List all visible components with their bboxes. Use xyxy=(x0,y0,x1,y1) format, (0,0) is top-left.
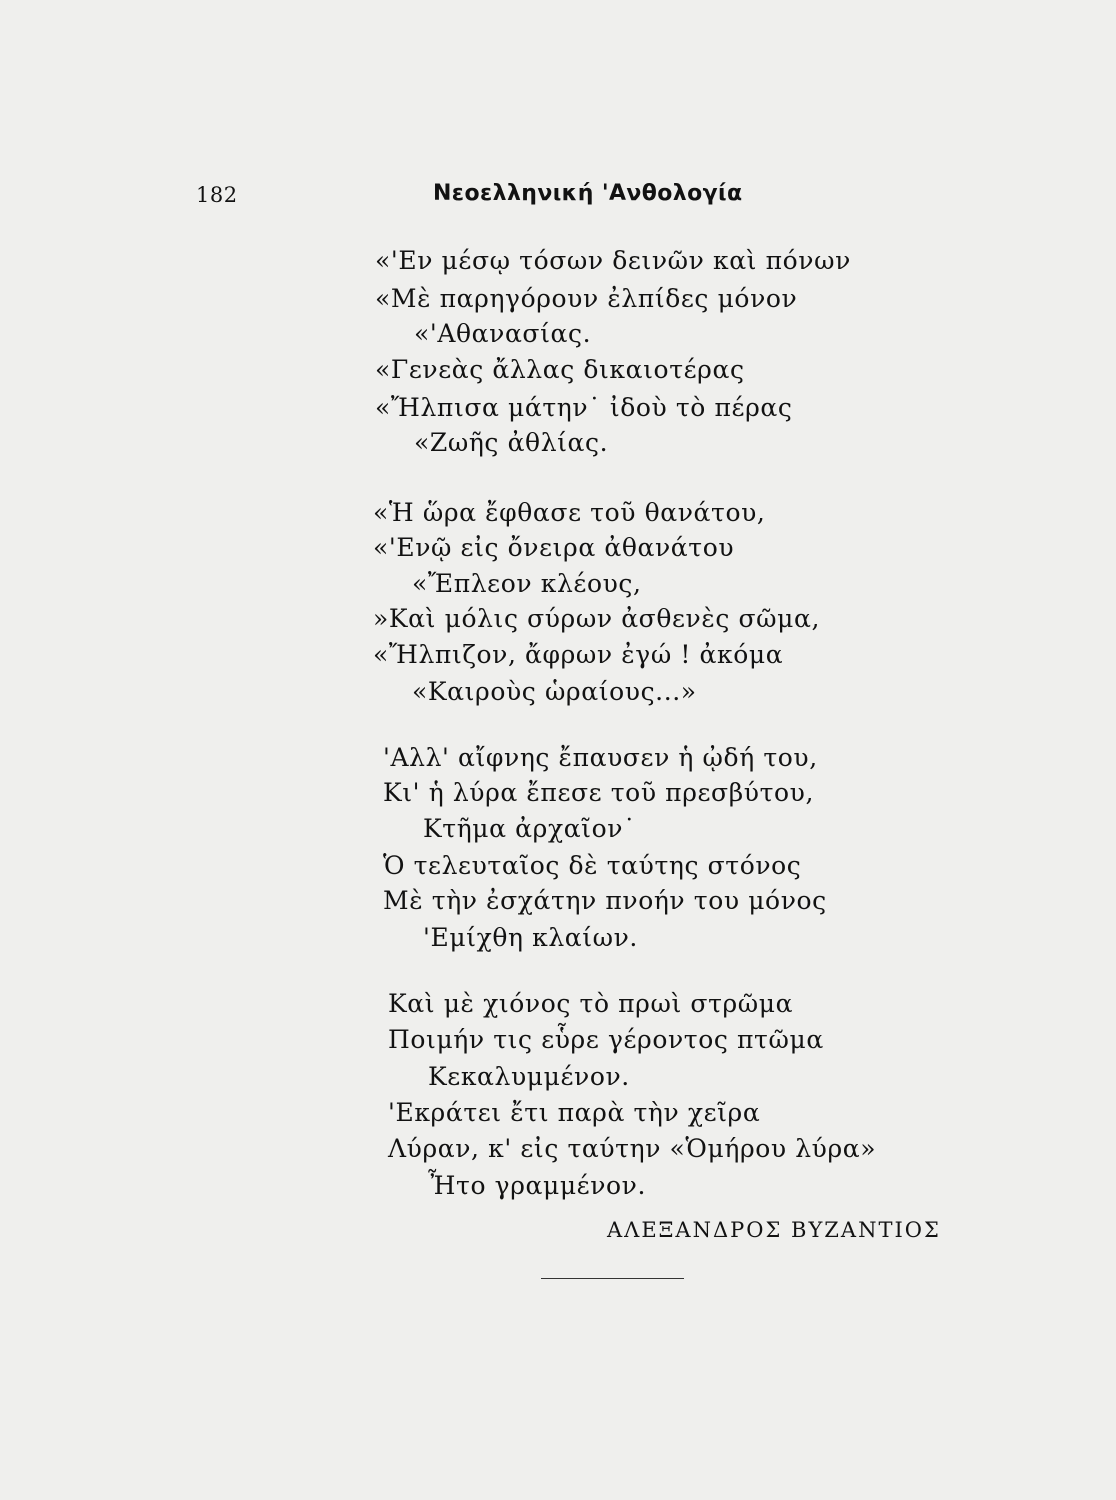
poem-line: Ὁ τελευταῖος δὲ ταύτης στόνος xyxy=(383,851,802,880)
poem-line: «'Αθανασίας. xyxy=(414,319,592,348)
poem-line: «Ἔπλεον κλέους, xyxy=(412,569,642,598)
poem-line: «Ἤλπιζον, ἄφρων ἐγώ ! ἀκόμα xyxy=(373,640,784,669)
poem-line: «'Ενῷ εἰς ὄνειρα ἀθανάτου xyxy=(373,533,735,562)
poem-line: Καὶ μὲ χιόνος τὸ πρωὶ στρῶμα xyxy=(388,989,794,1018)
poem-line: 'Αλλ' αἴφνης ἔπαυσεν ἡ ᾠδή του, xyxy=(383,743,818,772)
poem-line: Κεκαλυμμένον. xyxy=(428,1062,630,1091)
poem-line: Κτῆμα ἀρχαῖον˙ xyxy=(423,814,637,843)
poem-line: «Ζωῆς ἀθλίας. xyxy=(414,428,609,457)
poem-line: Μὲ τὴν ἐσχάτην πνοήν του μόνος xyxy=(383,886,827,915)
poem-line: »Καὶ μόλις σύρων ἀσθενὲς σῶμα, xyxy=(373,604,821,633)
page-number: 182 xyxy=(196,183,238,207)
end-rule xyxy=(541,1278,684,1279)
poem-line: «Ἡ ὥρα ἔφθασε τοῦ θανάτου, xyxy=(373,498,766,527)
poem-line: 'Εκράτει ἔτι παρὰ τὴν χεῖρα xyxy=(388,1098,761,1127)
poem-line: «Καιροὺς ὡραίους...» xyxy=(412,677,697,706)
poem-line: Κι' ἡ λύρα ἔπεσε τοῦ πρεσβύτου, xyxy=(383,778,815,807)
poem-line: «Ἤλπισα μάτην˙ ἰδοὺ τὸ πέρας xyxy=(375,393,793,422)
author-signature: ΑΛΕΞΑΝΔΡΟΣ ΒΥΖΑΝΤΙΟΣ xyxy=(607,1218,941,1242)
running-title: Νεοελληνική 'Ανθολογία xyxy=(433,181,743,206)
poem-line: «Γενεὰς ἄλλας δικαιοτέρας xyxy=(375,355,745,384)
poem-line: «Μὲ παρηγόρουν ἐλπίδες μόνον xyxy=(375,284,798,313)
poem-line: «'Εν μέσῳ τόσων δεινῶν καὶ πόνων xyxy=(375,246,851,275)
poem-line: 'Εμίχθη κλαίων. xyxy=(423,923,638,952)
poem-line: Ποιμήν τις εὗρε γέροντος πτῶμα xyxy=(388,1025,824,1054)
poem-line: Λύραν, κ' εἰς ταύτην «Ὁμήρου λύρα» xyxy=(388,1134,877,1163)
poem-line: Ἦτο γραμμένον. xyxy=(428,1171,647,1200)
